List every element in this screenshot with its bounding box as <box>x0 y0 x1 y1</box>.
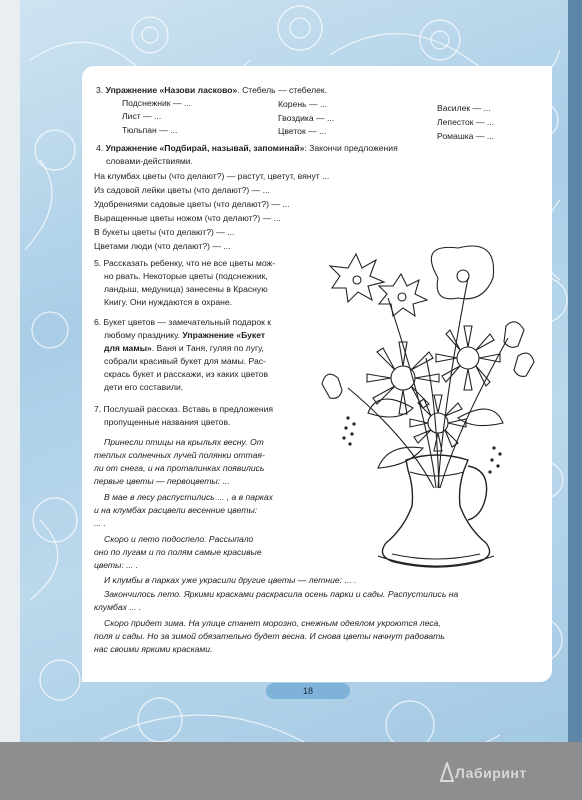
ex3-example: . Стебель — стебелек. <box>237 85 328 95</box>
ex6-line: дети его составили. <box>104 382 184 392</box>
ex6-line: скрась букет и расскажи, из каких цветов <box>104 369 269 379</box>
story-line: цветы: ... . <box>94 560 139 570</box>
watermark-text: Лабиринт <box>455 765 527 781</box>
ex4-line: Выращенные цветы ножом (что делают?) — ... <box>94 213 281 223</box>
ex7-line: пропущенные названия цветов. <box>104 417 231 427</box>
story-line: Скоро придет зима. На улице станет морозно, снежным одеялом укроются леса, <box>104 618 441 628</box>
story-line: Принесли птицы на крыльях весну. От <box>104 437 264 447</box>
ex6-title: для мамы» <box>104 343 152 353</box>
ex3-heading <box>96 84 327 96</box>
ex3-title: Упражнение «Назови ласково» <box>105 85 238 95</box>
story-line: ли от снега, и на проталинках появились <box>94 463 265 473</box>
ex4-number: 4. <box>96 143 104 153</box>
ex3-word: Лист — ... <box>122 111 162 121</box>
ex4-line: На клумбах цветы (что делают?) — растут, цветут, вянут ... <box>94 171 330 181</box>
ex6-text: любому празднику. <box>104 330 183 340</box>
ex5-line: 5. Рассказать ребенку, что не все цветы мож- <box>94 258 276 268</box>
ex3-word: Ромашка — ... <box>437 131 494 141</box>
story-line: клумбах ... . <box>94 602 142 612</box>
ex5-line: Книгу. Они нуждаются в охране. <box>104 297 233 307</box>
right-page-edge <box>568 0 582 800</box>
story-line: Скоро и лето подоспело. Рассыпало <box>104 534 254 544</box>
story-line: оно по лугам и по полям самые красивые <box>94 547 262 557</box>
page-number: 18 <box>266 683 350 699</box>
ex7-line: 7. Послушай рассказ. Вставь в предложения <box>94 404 274 414</box>
ex3-word: Василек — ... <box>437 103 491 113</box>
ex4-line: Удобрениями садовые цветы (что делают?) — ... <box>94 199 290 209</box>
ex6-title: Упражнение «Букет <box>182 330 266 340</box>
story-line: первые цветы — первоцветы: ... <box>94 476 230 486</box>
ex3-word: Гвоздика — ... <box>278 113 335 123</box>
ex6-line <box>104 342 264 354</box>
ex3-number: 3. <box>96 85 104 95</box>
ex5-line: но рвать. Некоторые цветы (подснежник, <box>104 271 268 281</box>
ex4-line: Из садовой лейки цветы (что делают?) — ... <box>94 185 270 195</box>
flower-vase-illustration <box>318 238 550 568</box>
ex6-line: 6. Букет цветов — замечательный подарок к <box>94 317 272 327</box>
story-line: поля и сады. Но за зимой обязательно будет весна. И снова цветы начнут радовать <box>94 631 445 641</box>
ex3-word: Лепесток — ... <box>437 117 495 127</box>
story-line: В мае в лесу распустились ... , а в парках <box>104 492 273 502</box>
story-line: и на клумбах расцвели весенние цветы: <box>94 505 258 515</box>
ex6-line <box>104 329 265 341</box>
ex3-word: Корень — ... <box>278 99 328 109</box>
ex6-text: . Ваня и Таня, гуляя по лугу, <box>151 343 264 353</box>
ex4-instruction: : Закончи предложения <box>304 143 398 153</box>
ex3-word: Тюльпан — ... <box>122 125 178 135</box>
story-line: Закончилось лето. Яркими красками раскрасила осень парки и сады. Распустились на <box>104 589 459 599</box>
ex4-line: В букеты цветы (что делают?) — ... <box>94 227 235 237</box>
story-line: нас своими яркими красками. <box>94 644 213 654</box>
ex4-line: Цветами люди (что делают?) — ... <box>94 241 231 251</box>
ex5-line: ландыш, медуница) занесены в Красную <box>104 284 268 294</box>
ex3-word: Подснежник — ... <box>122 98 192 108</box>
ex4-heading <box>96 142 398 154</box>
story-line: теплых солнечных лучей полянки оттая- <box>94 450 265 460</box>
story-line: ... . <box>94 518 106 528</box>
ex4-title: Упражнение «Подбирай, называй, запоминай» <box>105 143 305 153</box>
labirint-logo-icon <box>440 762 454 782</box>
ex3-word: Цветок — ... <box>278 126 327 136</box>
ex6-line: собрали красивый букет для мамы. Рас- <box>104 356 266 366</box>
story-line: И клумбы в парках уже украсили другие цветы — летние: ... . <box>104 575 357 585</box>
ex4-heading-line2: словами-действиями. <box>106 156 193 166</box>
